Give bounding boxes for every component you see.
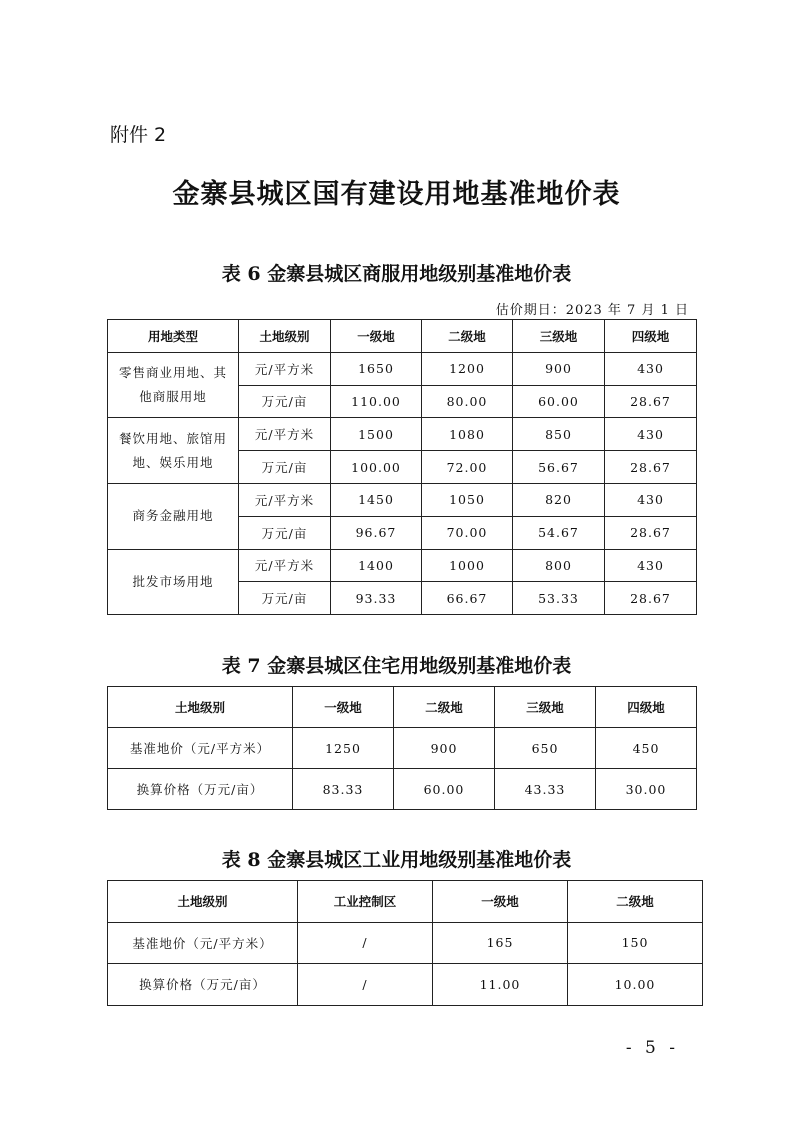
- value-cell: 1450: [331, 483, 422, 516]
- header-cell: 一级地: [433, 881, 568, 923]
- value-cell: 28.67: [605, 385, 697, 418]
- table-row: [108, 728, 697, 769]
- attachment-label: 附件 2: [110, 124, 167, 146]
- row-label-cell: 换算价格（万元/亩）: [108, 964, 298, 1006]
- unit-cell: 元/平方米: [239, 483, 331, 516]
- table-row: [108, 922, 703, 964]
- value-cell: 1500: [331, 418, 422, 451]
- value-cell: 1200: [422, 352, 513, 385]
- value-cell: /: [298, 922, 433, 964]
- value-cell: 66.67: [422, 582, 513, 615]
- commercial-land-price-table: [107, 319, 697, 615]
- residential-land-price-table: [107, 686, 697, 810]
- table-row: [108, 483, 697, 516]
- value-cell: 110.00: [331, 385, 422, 418]
- value-cell: 900: [513, 352, 605, 385]
- header-cell: 土地级别: [108, 687, 293, 728]
- page-number: - 5 -: [625, 1038, 679, 1058]
- value-cell: 96.67: [331, 516, 422, 549]
- value-cell: 1400: [331, 549, 422, 582]
- value-cell: 1650: [331, 352, 422, 385]
- header-cell: 一级地: [293, 687, 394, 728]
- industrial-land-price-table: [107, 880, 703, 1006]
- value-cell: /: [298, 964, 433, 1006]
- header-cell: 四级地: [596, 687, 697, 728]
- table-row: [108, 352, 697, 385]
- value-cell: 10.00: [568, 964, 703, 1006]
- land-type-cell: 批发市场用地: [108, 549, 239, 615]
- value-cell: 450: [596, 728, 697, 769]
- row-label-cell: 基准地价（元/平方米）: [108, 922, 298, 964]
- table8-title: 表 8 金寨县城区工业用地级别基准地价表: [221, 849, 572, 871]
- value-cell: 1250: [293, 728, 394, 769]
- unit-cell: 元/平方米: [239, 418, 331, 451]
- value-cell: 28.67: [605, 451, 697, 484]
- land-type-cell: 商务金融用地: [108, 483, 239, 549]
- value-cell: 430: [605, 483, 697, 516]
- value-cell: 28.67: [605, 516, 697, 549]
- table-row: [108, 549, 697, 582]
- value-cell: 60.00: [394, 769, 495, 810]
- unit-cell: 元/平方米: [239, 352, 331, 385]
- value-cell: 80.00: [422, 385, 513, 418]
- unit-cell: 万元/亩: [239, 385, 331, 418]
- value-cell: 100.00: [331, 451, 422, 484]
- value-cell: 70.00: [422, 516, 513, 549]
- header-cell: 四级地: [605, 320, 697, 353]
- value-cell: 1050: [422, 483, 513, 516]
- land-type-cell: 餐饮用地、旅馆用地、娱乐用地: [108, 418, 239, 484]
- row-label-cell: 换算价格（万元/亩）: [108, 769, 293, 810]
- header-cell: 一级地: [331, 320, 422, 353]
- row-label-cell: 基准地价（元/平方米）: [108, 728, 293, 769]
- value-cell: 150: [568, 922, 703, 964]
- value-cell: 1000: [422, 549, 513, 582]
- table-header-row: [108, 320, 697, 353]
- value-cell: 650: [495, 728, 596, 769]
- value-cell: 900: [394, 728, 495, 769]
- value-cell: 11.00: [433, 964, 568, 1006]
- value-cell: 43.33: [495, 769, 596, 810]
- value-cell: 93.33: [331, 582, 422, 615]
- value-cell: 800: [513, 549, 605, 582]
- unit-cell: 元/平方米: [239, 549, 331, 582]
- value-cell: 72.00: [422, 451, 513, 484]
- header-cell: 二级地: [568, 881, 703, 923]
- value-cell: 56.67: [513, 451, 605, 484]
- value-cell: 850: [513, 418, 605, 451]
- value-cell: 53.33: [513, 582, 605, 615]
- table-row: [108, 769, 697, 810]
- header-cell: 工业控制区: [298, 881, 433, 923]
- table7-title: 表 7 金寨县城区住宅用地级别基准地价表: [221, 655, 572, 677]
- header-cell: 二级地: [394, 687, 495, 728]
- unit-cell: 万元/亩: [239, 451, 331, 484]
- table-header-row: [108, 687, 697, 728]
- value-cell: 820: [513, 483, 605, 516]
- land-type-cell: 零售商业用地、其他商服用地: [108, 352, 239, 418]
- value-cell: 83.33: [293, 769, 394, 810]
- value-cell: 1080: [422, 418, 513, 451]
- header-cell: 二级地: [422, 320, 513, 353]
- value-cell: 60.00: [513, 385, 605, 418]
- header-cell: 三级地: [513, 320, 605, 353]
- value-cell: 430: [605, 549, 697, 582]
- table6-title: 表 6 金寨县城区商服用地级别基准地价表: [221, 263, 572, 285]
- value-cell: 165: [433, 922, 568, 964]
- table-header-row: [108, 881, 703, 923]
- header-cell: 用地类型: [108, 320, 239, 353]
- header-cell: 三级地: [495, 687, 596, 728]
- unit-cell: 万元/亩: [239, 516, 331, 549]
- value-cell: 430: [605, 352, 697, 385]
- value-cell: 28.67: [605, 582, 697, 615]
- header-cell: 土地级别: [239, 320, 331, 353]
- header-cell: 土地级别: [108, 881, 298, 923]
- page-title: 金寨县城区国有建设用地基准地价表: [172, 179, 621, 210]
- unit-cell: 万元/亩: [239, 582, 331, 615]
- value-cell: 430: [605, 418, 697, 451]
- estimate-date: 估价期日：2023 年 7 月 1 日: [495, 303, 689, 318]
- table-row: [108, 964, 703, 1006]
- value-cell: 30.00: [596, 769, 697, 810]
- table-row: [108, 418, 697, 451]
- value-cell: 54.67: [513, 516, 605, 549]
